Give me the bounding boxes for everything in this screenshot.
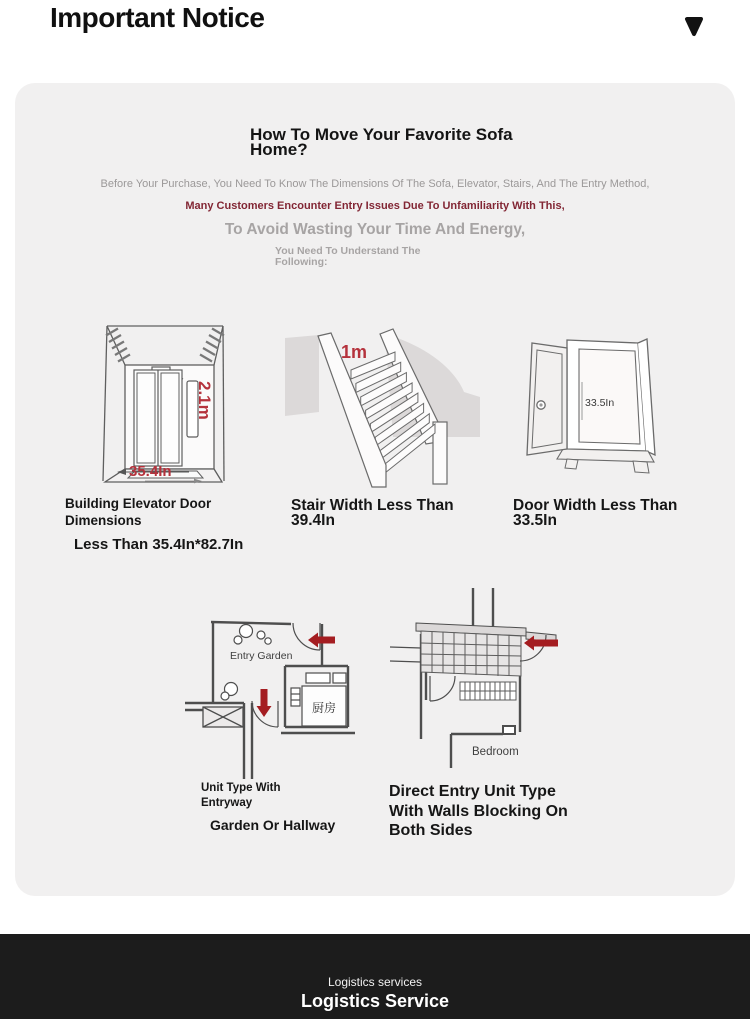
entryway-floorplan xyxy=(185,594,355,779)
card-heading: How To Move Your Favorite Sofa Home? xyxy=(250,125,513,159)
direct-entry-floorplan xyxy=(390,586,565,768)
stairs-diagram xyxy=(285,312,485,492)
tiled-floor-grid xyxy=(421,631,521,676)
entryway-caption: Unit Type With Entryway xyxy=(201,782,281,809)
mat-grid xyxy=(460,682,516,700)
page-title: Important Notice xyxy=(50,2,265,33)
entryway-subcaption: Garden Or Hallway xyxy=(210,817,336,833)
elevator-limit: Less Than 35.4In*82.7In xyxy=(74,536,244,553)
entry-garden-label: Entry Garden xyxy=(230,650,293,662)
footer-eyebrow: Logistics services xyxy=(327,975,423,989)
footer-title: Logistics Service xyxy=(300,991,450,1011)
elevator-width-label: 35.4In xyxy=(129,463,172,480)
logistics-footer xyxy=(0,934,750,1019)
kitchen-label: 厨房 xyxy=(312,701,337,715)
door-width-label: 33.5In xyxy=(585,397,615,409)
elevator-height-label: 2.1m xyxy=(195,381,214,420)
stairs-caption: Stair Width Less Than 39.4In xyxy=(291,497,454,529)
notice-card xyxy=(15,83,735,896)
direct-entry-caption: Direct Entry Unit Type With Walls Blocking On Both Sides xyxy=(389,783,568,839)
door-caption: Door Width Less Than 33.5In xyxy=(513,497,678,529)
elevator-ceiling-vents xyxy=(106,329,224,362)
intro-line-2: Many Customers Encounter Entry Issues Due To Unfamiliarity With This, xyxy=(185,200,565,212)
stairs-width-label: 1m xyxy=(341,342,368,362)
elevator-caption: Building Elevator Door Dimensions xyxy=(65,496,212,528)
intro-line-4: You Need To Understand The Following: xyxy=(275,245,421,268)
elevator-diagram xyxy=(95,318,225,484)
entry-arrow-down-icon xyxy=(257,689,272,717)
door-diagram xyxy=(505,324,665,476)
intro-line-3: To Avoid Wasting Your Time And Energy, xyxy=(224,221,526,238)
intro-line-1: Before Your Purchase, You Need To Know The Dimensions Of The Sofa, Elevator, Stairs, And The Entry Method, xyxy=(100,178,650,190)
bedroom-label: Bedroom xyxy=(472,746,519,758)
